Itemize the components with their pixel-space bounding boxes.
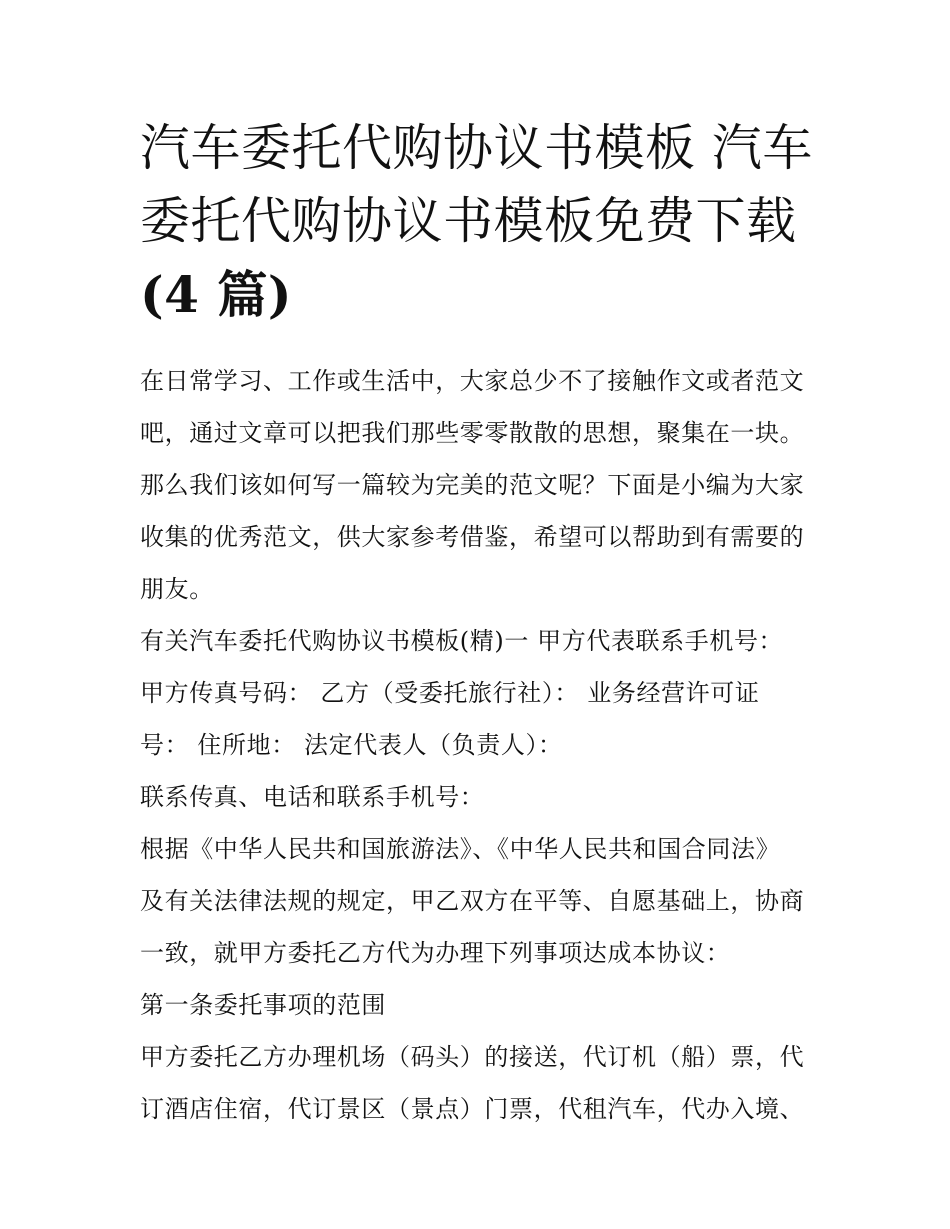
section-heading [140, 615, 820, 667]
text-line: 甲方传真号码： 乙方（受委托旅行社）： 业务经营许可证 [140, 679, 760, 707]
party-info-paragraph [140, 667, 820, 771]
intro-paragraph [140, 355, 820, 615]
document-body [140, 355, 820, 1135]
text-line: 订酒店住宿，代订景区（景点）门票，代租汽车，代办入境、 [140, 1095, 805, 1123]
text-line: 及有关法律法规的规定，甲乙双方在平等、自愿基础上，协商 [140, 887, 805, 915]
text-line: 根据《中华人民共和国旅游法》、《中华人民共和国合同法》 [140, 835, 781, 863]
document-title [140, 112, 820, 331]
text-line: 那么我们该如何写一篇较为完美的范文呢？下面是小编为大家 [140, 471, 805, 499]
text-line: 收集的优秀范文，供大家参考借鉴，希望可以帮助到有需要的 [140, 523, 805, 551]
text-line: 在日常学习、工作或生活中，大家总少不了接触作文或者范文 [140, 367, 805, 395]
contact-paragraph [140, 771, 820, 823]
title-line: 委托代购协议书模板免费下载 [140, 192, 797, 250]
article-heading [140, 979, 820, 1031]
title-line: 汽车委托代购协议书模板 汽车 [140, 119, 813, 177]
text-line: 有关汽车委托代购协议书模板(精)一 甲方代表联系手机号： [140, 627, 784, 655]
legal-basis-paragraph [140, 823, 820, 979]
scope-paragraph [140, 1031, 820, 1135]
title-line: (4 篇) [140, 265, 293, 324]
text-line: 甲方委托乙方办理机场（码头）的接送，代订机（船）票，代 [140, 1043, 805, 1071]
text-line: 一致，就甲方委托乙方代为办理下列事项达成本协议： [140, 939, 731, 967]
text-line: 号： 住所地： 法定代表人（负责人）： [140, 731, 563, 759]
text-line: 朋友。 [140, 575, 214, 603]
text-line: 联系传真、电话和联系手机号： [140, 783, 485, 811]
text-line: 吧，通过文章可以把我们那些零零散散的思想，聚集在一块。 [140, 419, 805, 447]
text-line: 第一条委托事项的范围 [140, 991, 386, 1019]
